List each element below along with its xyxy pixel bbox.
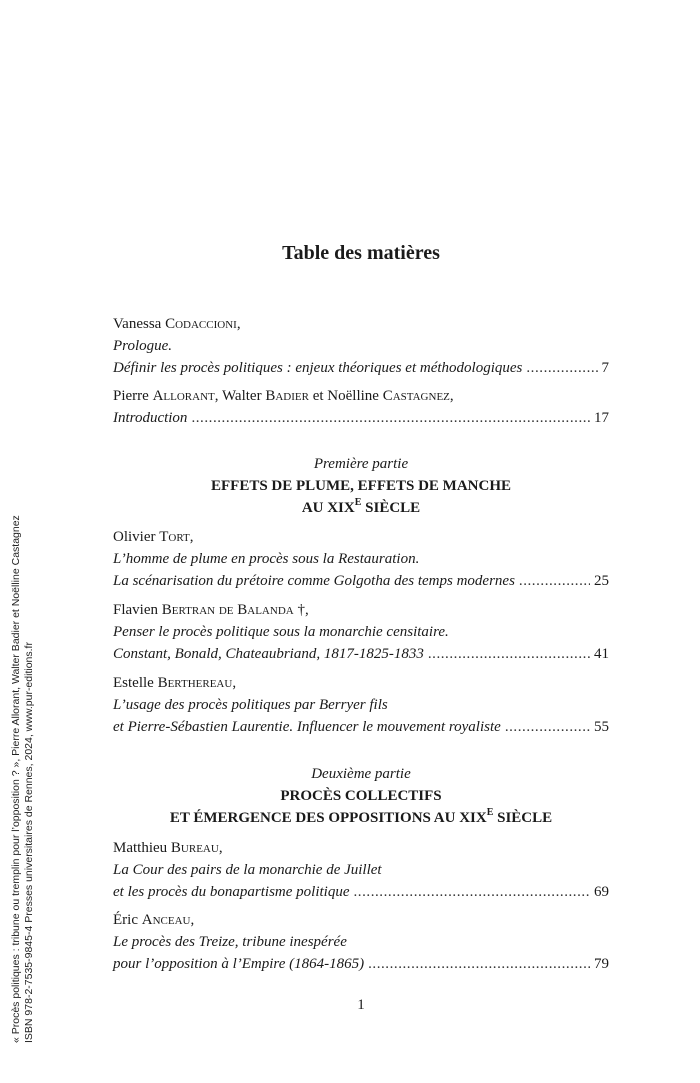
page-title: Table des matières: [282, 242, 440, 264]
leader-dots: [505, 716, 590, 738]
part-title: ET ÉMERGENCE DES OPPOSITIONS AU $XIX^E$ SIÈCLE: [169, 807, 553, 826]
entry-author: Pierre Allorant, Walter Badier et Noëlline Castagnez,: [113, 388, 454, 404]
part-title: PROCÈS COLLECTIFS: [280, 788, 442, 804]
leader-dots: [519, 570, 590, 592]
side-credit: [10, 483, 35, 1043]
entry-title-line: pour l’opposition à l’Empire (1864-1865) . . . 79: [113, 953, 609, 975]
part-title: AU $XIX^E$ SIÈCLE: [301, 497, 421, 516]
entry-page-number: 69: [594, 884, 609, 900]
toc-entry[interactable]: [113, 599, 609, 665]
entry-title-line: L’usage des procès politiques par Berryer fils: [113, 697, 388, 713]
entry-title-line: et les procès du bonapartisme politique . . . 69: [113, 881, 609, 903]
part-heading: [113, 453, 609, 519]
entry-page-number: 79: [594, 956, 609, 972]
entry-page-number: 17: [594, 410, 609, 426]
toc-entry[interactable]: [113, 526, 609, 592]
entry-title-line: La scénarisation du prétoire comme Golgotha des temps modernes . . . 25: [113, 570, 609, 592]
leader-dots: [526, 357, 597, 379]
entry-author: Olivier Tort,: [113, 529, 194, 545]
entry-author: Flavien Bertran de Balanda †,: [113, 602, 309, 618]
credit-line: « Procès politiques : tribune ou tremplin pour l’opposition ? », Pierre Allorant, Walter Badier et Noëlline Castagnez: [10, 515, 22, 1043]
entry-page-number: 41: [594, 646, 609, 662]
toc-entry[interactable]: [113, 837, 609, 903]
leader-dots: [368, 953, 590, 975]
entry-author: Estelle Berthereau,: [113, 675, 237, 691]
credit-line: ISBN 978-2-7535-9845-4 Presses universitaires de Rennes, 2024, www.pur-editions.fr: [22, 642, 35, 1043]
part-label: Première partie: [313, 456, 409, 472]
entry-author: Matthieu Bureau,: [113, 840, 223, 856]
entry-title-line: Constant, Bonald, Chateaubriand, 1817-1825-1833 . . . 41: [113, 643, 609, 665]
entry-title-line: Prologue.: [113, 338, 173, 354]
entry-title-line: Le procès des Treize, tribune inespérée: [113, 934, 347, 950]
part-label: Deuxième partie: [311, 766, 411, 782]
entry-page-number: 7: [601, 360, 609, 376]
toc-entry[interactable]: [113, 313, 609, 379]
entry-page-number: 25: [594, 573, 609, 589]
entry-title-line: Définir les procès politiques : enjeux théoriques et méthodologiques . . . 7: [113, 357, 609, 379]
leader-dots: [354, 881, 591, 903]
entry-author: Éric Anceau,: [113, 912, 195, 928]
entry-page-number: 55: [594, 719, 609, 735]
entry-title-line: L’homme de plume en procès sous la Restauration.: [113, 551, 420, 567]
leader-dots: [428, 643, 590, 665]
page-number: 1: [357, 997, 365, 1013]
part-title: EFFETS DE PLUME, EFFETS DE MANCHE: [210, 478, 512, 494]
leader-dots: [191, 407, 590, 429]
entry-title-line: et Pierre-Sébastien Laurentie. Influencer le mouvement royaliste . . . 55: [113, 716, 609, 738]
part-heading: [113, 763, 609, 829]
entry-title-line: Penser le procès politique sous la monarchie censitaire.: [113, 624, 449, 640]
toc-entry[interactable]: [113, 909, 609, 975]
entry-title-line: La Cour des pairs de la monarchie de Juillet: [113, 862, 382, 878]
entry-title-line: Introduction . . . 17: [113, 407, 609, 429]
toc-entry[interactable]: [113, 672, 609, 738]
toc-entry[interactable]: [113, 385, 609, 429]
entry-author: Vanessa Codaccioni,: [113, 316, 241, 332]
